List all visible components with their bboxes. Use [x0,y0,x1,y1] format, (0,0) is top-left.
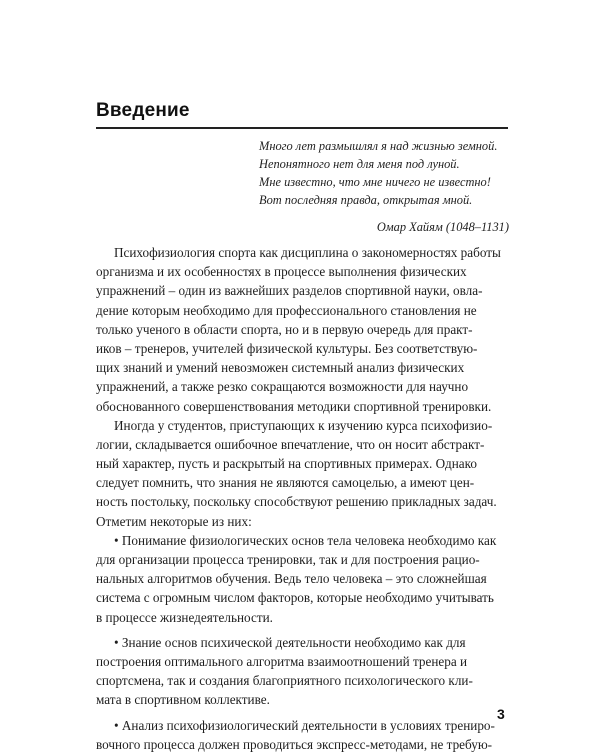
bullet-item-1 [96,531,510,627]
text-line: Иногда у студентов, приступающих к изучению курса психофизио- [114,417,493,433]
text-line: спортсмена, так и создания благоприятного психологического кли- [96,673,473,689]
text-line: Психофизиология спорта как дисциплина о закономерностях работы [114,245,501,260]
text-line: упражнений – один из важнейших разделов спортивной науки, овла- [96,283,483,299]
epigraph-author: Омар Хайям (1048–1131) [376,220,509,234]
text-line: система с огромным числом факторов, которые необходимо учитывать [96,590,494,606]
text-line: логии, складывается ошибочное впечатление, что он носит абстракт- [96,436,485,452]
text-line: для организации процесса тренировки, так и для построения рацио- [96,552,480,567]
text-line: дение которым необходимо для профессионального становления не [96,302,477,318]
text-line: ный характер, пусть и раскрытый на спортивных примерах. Однако [96,456,477,472]
page-number: 3 [497,706,505,722]
text-line: вочного процесса должен проводиться экспресс-методами, не требую- [96,736,493,752]
text-line: ность постольку, поскольку способствуют решению прикладных задач. [96,494,497,510]
epigraph-line: Непонятного нет для меня под луной. [259,157,460,171]
text-line: иков – тренеров, учителей физической культуры. Без соответствую- [96,340,478,356]
text-line: мата в спортивном коллективе. [96,692,270,708]
epigraph-line: Вот последняя правда, открытая мной. [259,193,473,207]
text-line: Отметим некоторые из них: [96,513,252,529]
epigraph [259,137,509,236]
body-text [96,243,510,754]
epigraph-line: Много лет размышлял я над жизнью земной. [259,139,498,153]
text-line: упражнений, а также резко сокращаются возможности для научно [96,379,469,395]
text-line: • Анализ психофизиологический деятельности в условиях трениро- [114,717,495,733]
text-line: • Понимание физиологических основ тела человека необходимо как [114,532,497,548]
bullet-item-3 [96,716,510,754]
text-line: в процессе жизнедеятельности. [96,609,273,625]
paragraph-2 [96,416,510,531]
text-line: щих знаний и умений невозможен системный анализ физических [96,360,465,376]
text-line: • Знание основ психической деятельности необходимо как для [114,634,466,650]
text-line: обоснованного совершенствования методики спортивной тренировки. [96,398,492,414]
text-line: следует помнить, что знания не являются самоцелью, а имеют цен- [96,475,475,491]
text-line: построения оптимального алгоритма взаимоотношений тренера и [96,653,468,669]
text-line: нальных алгоритмов обучения. Ведь тело человека – это сложнейшая [96,571,487,587]
chapter-title: Введение [96,100,190,121]
text-line: только ученого в области спорта, но и в первую очередь для практ- [96,321,473,337]
epigraph-line: Мне известно, что мне ничего не известно! [259,175,491,189]
text-line: организма и их особенностях в процессе выполнения физических [96,264,467,280]
paragraph-1 [96,243,510,416]
title-underline [96,127,508,129]
bullet-item-2 [96,633,510,710]
